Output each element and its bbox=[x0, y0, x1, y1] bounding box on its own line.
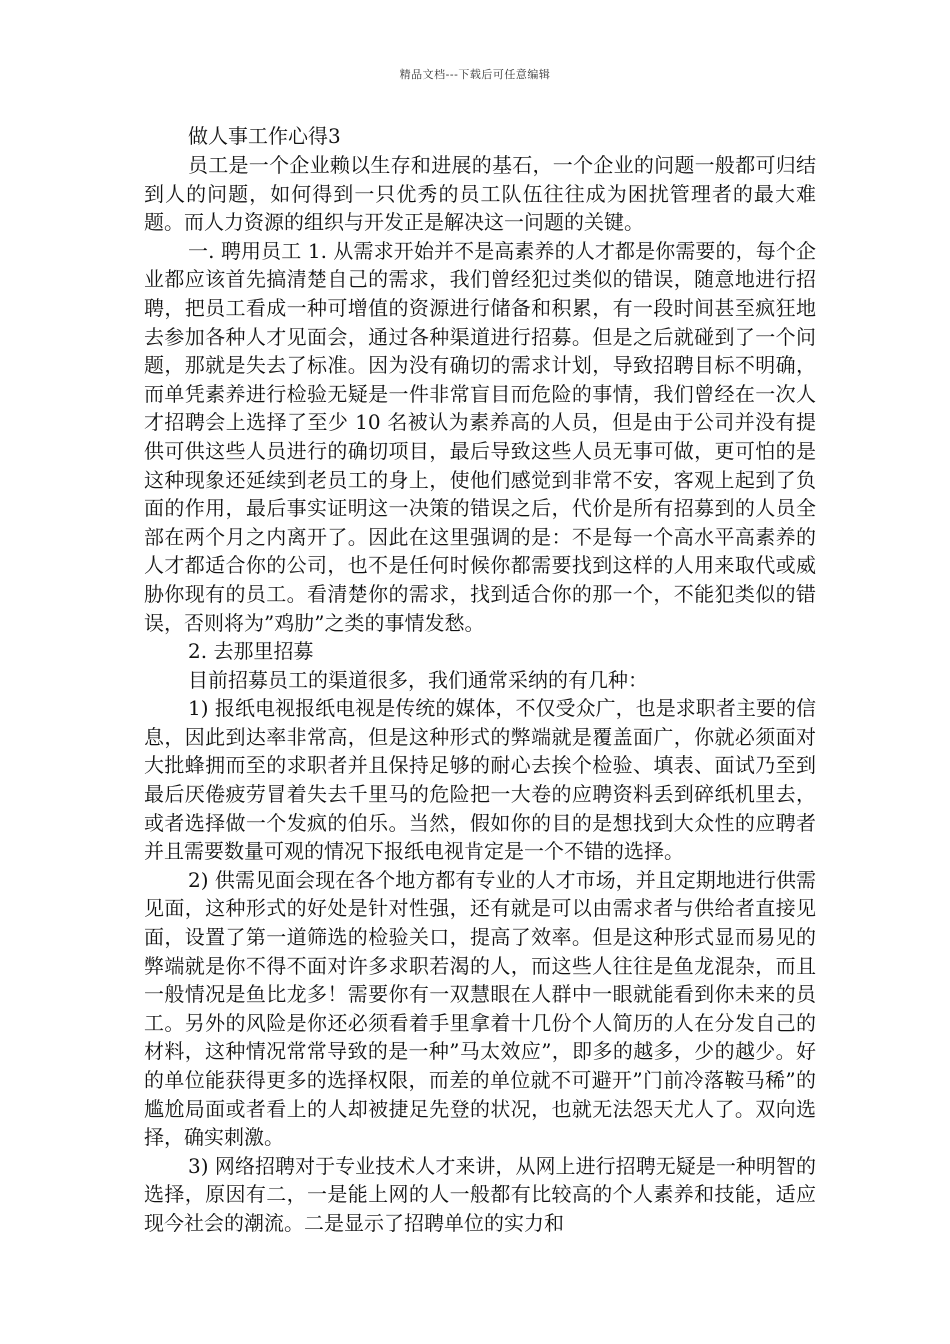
channel-item-job-fair: 2) 供需见面会现在各个地方都有专业的人才市场，并且定期地进行供需见面，这种形式的好处是针对性强，还有就是可以由需求者与供给者直接见面，设置了第一道筛选的检验关口，提高了效率。但是这种形式显而易见的弊端就是你不得不面对许多求职若渴的人，而这些人往往是鱼龙混杂，而且一般情况是鱼比龙多！需要你有一双慧眼在人群中一眼就能看到你未来的员工。另外的风险是你还必须看着手里拿着十几份个人简历的人在分发自己的材料，这种情况常常导致的是一种”马太效应”，即多的越多，少的越少。好的单位能获得更多的选择权限，而差的单位就不可避开”门前冷落鞍马稀”的尴尬局面或者看上的人却被捷足先登的状况，也就无法怨天尤人了。双向选择，确实刺激。 bbox=[144, 867, 816, 1150]
channel-item-newspaper-tv: 1) 报纸电视报纸电视是传统的媒体，不仅受众广，也是求职者主要的信息，因此到达率非常高，但是这种形式的弊端就是覆盖面广，你就必须面对大批蜂拥而至的求职者并且保持足够的耐心去挨个检验、填表、面试乃至到最后厌倦疲劳冒着失去千里马的危险把一大卷的应聘资料丢到碎纸机里去，或者选择做一个发疯的伯乐。当然，假如你的目的是想找到大众性的应聘者并且需要数量可观的情况下报纸电视肯定是一个不错的选择。 bbox=[144, 696, 816, 864]
paragraph-hiring: 一. 聘用员工 1. 从需求开始并不是高素养的人才都是你需要的，每个企业都应该首先搞清楚自己的需求，我们曾经犯过类似的错误，随意地进行招聘，把员工看成一种可增值的资源进行储备和积累，有一段时间甚至疯狂地去参加各种人才见面会，通过各种渠道进行招募。但是之后就碰到了一个问题，那就是失去了标准。因为没有确切的需求计划，导致招聘目标不明确，而单凭素养进行检验无疑是一件非常盲目而危险的事情，我们曾经在一次人才招聘会上选择了至少 10 名被认为素养高的人员，但是由于公司并没有提供可供这些人员进行的确切项目，最后导致这些人员无事可做，更可怕的是这种现象还延续到老员工的身上，使他们感觉到非常不安，客观上起到了负面的作用，最后事实证明这一决策的错误之后，代价是所有招募到的人员全部在两个月之内离开了。因此在这里强调的是：不是每一个高水平高素养的人才都适合你的公司，也不是任何时候你都需要找到这样的人用来取代或威胁你现有的员工。看清楚你的需求，找到适合你的那一个，不能犯类似的错误，否则将为”鸡肋”之类的事情发愁。 bbox=[144, 238, 816, 635]
paragraph-intro: 员工是一个企业赖以生存和进展的基石，一个企业的问题一般都可归结到人的问题，如何得到一只优秀的员工队伍往往成为困扰管理者的最大难题。而人力资源的组织与开发正是解决这一问题的关键。 bbox=[144, 153, 816, 235]
channels-intro: 目前招募员工的渠道很多，我们通常采纳的有几种： bbox=[188, 667, 648, 692]
document-body bbox=[144, 122, 816, 1238]
channel-item-online: 3) 网络招聘对于专业技术人才来讲，从网上进行招聘无疑是一种明智的选择，原因有二，一是能上网的人一般都有比较高的个人素养和技能，适应现今社会的潮流。二是显示了招聘单位的实力和 bbox=[144, 1153, 816, 1235]
header-note: 精品文档---下载后可任意编辑 bbox=[399, 68, 551, 81]
document-title: 做人事工作心得3 bbox=[188, 124, 341, 148]
section-subheading: 2. 去那里招募 bbox=[188, 639, 314, 664]
